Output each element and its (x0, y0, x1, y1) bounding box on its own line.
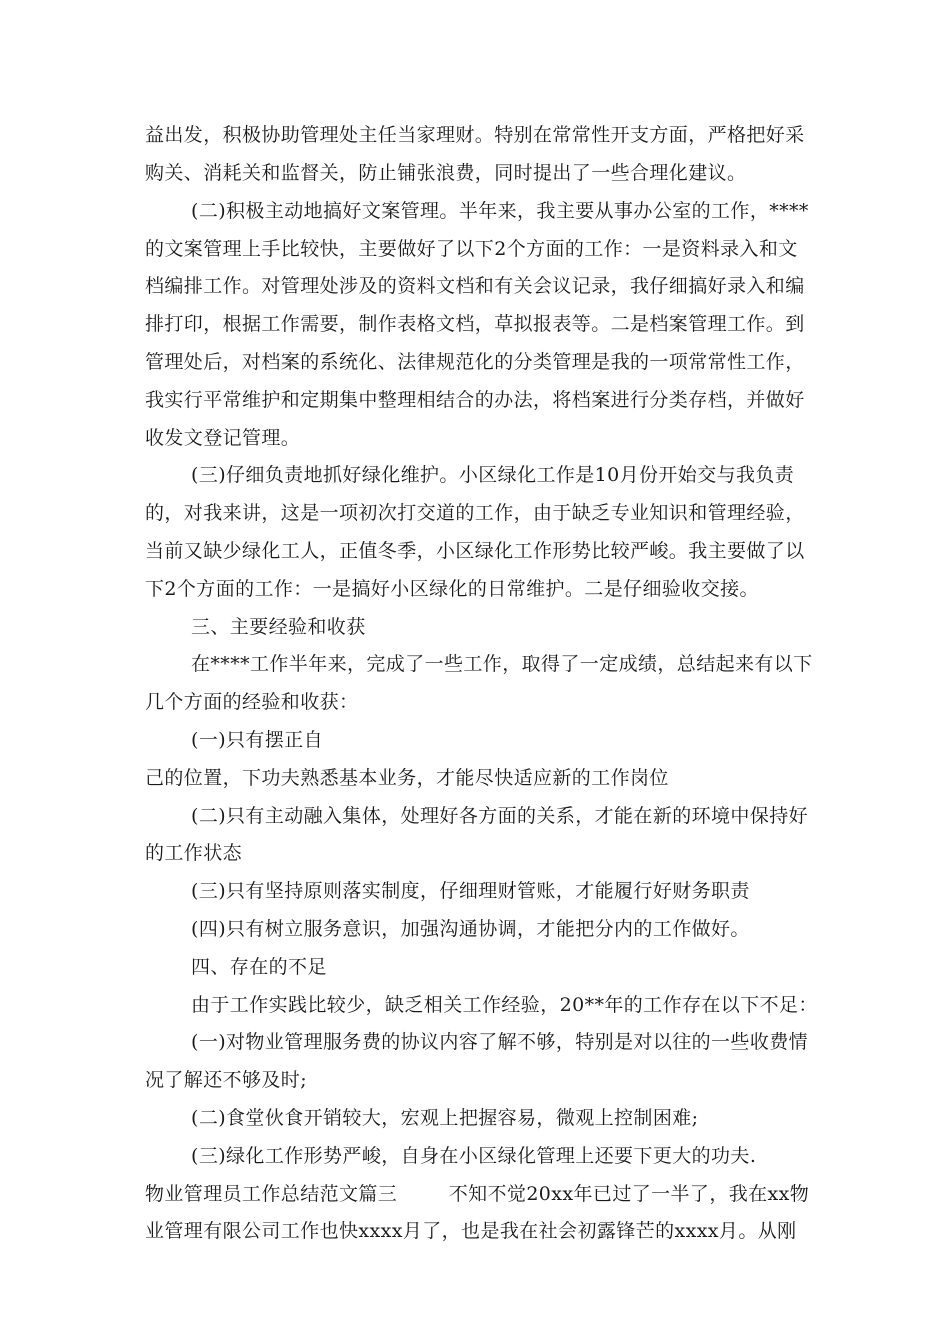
paragraph-line: 收发文登记管理。 (145, 427, 301, 449)
paragraph-line: 益出发，积极协助管理处主任当家理财。特别在常常性开支方面，严格把好采 (145, 124, 805, 146)
paragraph-line: 档编排工作。对管理处涉及的资料文档和有关会议记录，我仔细搞好录入和编 (145, 275, 805, 297)
paragraph-line: (一)对物业管理服务费的协议内容了解不够，特别是对以往的一些收费情 (191, 1031, 809, 1053)
paragraph-line: (四)只有树立服务意识，加强沟通协调，才能把分内的工作做好。 (191, 918, 750, 940)
paragraph-line: (二)食堂伙食开销较大，宏观上把握容易，微观上控制困难; (191, 1107, 699, 1129)
paragraph-line: 几个方面的经验和收获： (145, 691, 359, 713)
paragraph-line: 当前又缺少绿化工人，正值冬季，小区绿化工作形势比较严峻。我主要做了以 (145, 540, 805, 562)
paragraph-line: (二)积极主动地搞好文案管理。半年来，我主要从事办公室的工作，**** (191, 200, 809, 222)
paragraph-line: 管理处后，对档案的系统化、法律规范化的分类管理是我的一项常常性工作， (145, 351, 805, 373)
paragraph-line: 的，对我来讲，这是一项初次打交道的工作，由于缺乏专业知识和管理经验， (145, 502, 805, 524)
paragraph-line: 的文案管理上手比较快，主要做好了以下2个方面的工作：一是资料录入和文 (145, 238, 798, 260)
paragraph-line: (三)绿化工作形势严峻，自身在小区绿化管理上还要下更大的功夫. (191, 1145, 757, 1167)
paragraph-line: 的工作状态 (145, 842, 243, 864)
paragraph-line: 物业管理员工作总结范文篇三 不知不觉20xx年已过了一半了，我在xx物 (145, 1183, 810, 1205)
paragraph-line: 我实行平常维护和定期集中整理相结合的办法，将档案进行分类存档，并做好 (145, 389, 805, 411)
paragraph-line: 况了解还不够及时; (145, 1069, 308, 1091)
paragraph-line: 业管理有限公司工作也快xxxx月了，也是我在社会初露锋芒的xxxx月。从刚 (145, 1220, 797, 1242)
paragraph-line: (三)只有坚持原则落实制度，仔细理财管账，才能履行好财务职责 (191, 880, 750, 902)
paragraph-line: (二)只有主动融入集体，处理好各方面的关系，才能在新的环境中保持好 (191, 805, 809, 827)
paragraph-line: 排打印，根据工作需要，制作表格文档，草拟报表等。二是档案管理工作。到 (145, 313, 805, 335)
paragraph-line: 购关、消耗关和监督关，防止铺张浪费，同时提出了一些合理化建议。 (145, 162, 747, 184)
paragraph-line: (一)只有摆正自 (191, 729, 324, 751)
section-heading: 四、存在的不足 (191, 956, 327, 978)
paragraph-line: 由于工作实践比较少，缺乏相关工作经验，20**年的工作存在以下不足： (191, 994, 818, 1016)
paragraph-line: 下2个方面的工作：一是搞好小区绿化的日常维护。二是仔细验收交接。 (145, 578, 759, 600)
paragraph-line: (三)仔细负责地抓好绿化维护。小区绿化工作是10月份开始交与我负责 (191, 464, 795, 486)
paragraph-line: 己的位置，下功夫熟悉基本业务，才能尽快适应新的工作岗位 (145, 767, 669, 789)
paragraph-line: 在****工作半年来，完成了一些工作，取得了一定成绩，总结起来有以下 (191, 653, 813, 675)
section-heading: 三、主要经验和收获 (191, 616, 366, 638)
